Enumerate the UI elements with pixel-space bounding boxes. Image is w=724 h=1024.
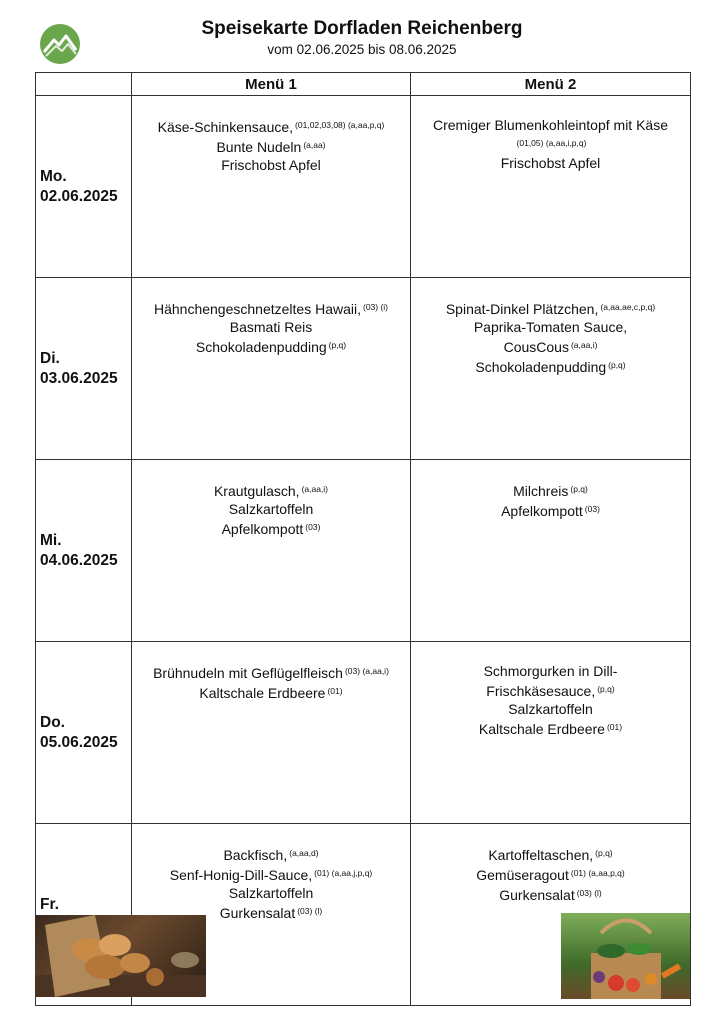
dish-line (411, 700, 690, 718)
allergen-codes: (03) (i) (362, 302, 389, 312)
table-row (36, 460, 691, 642)
dish-line (132, 336, 410, 356)
dish-line (132, 662, 410, 682)
menu2-cell (411, 642, 691, 824)
table-row (36, 642, 691, 824)
menu-table-body (36, 96, 691, 1006)
allergen-codes: (a,aa,i) (570, 340, 598, 350)
allergen-codes: (03) (l) (297, 906, 323, 916)
dish-name: Kaltschale Erdbeere (199, 685, 326, 701)
menu1-cell (132, 642, 411, 824)
dish-line (132, 318, 410, 336)
dish-name: Brühnudeln mit Geflügelfleisch (153, 665, 343, 681)
dish-line (411, 480, 690, 500)
allergen-codes: (03) (a,aa,i) (344, 666, 389, 676)
menu1-cell (132, 96, 411, 278)
allergen-codes: (01) (606, 722, 623, 732)
day-name: Di. (40, 349, 60, 367)
allergen-codes: (p,q) (570, 484, 588, 494)
dish-line (411, 134, 690, 154)
dish-line (411, 318, 690, 336)
dish-name: Paprika-Tomaten Sauce, (473, 319, 628, 335)
table-row (36, 96, 691, 278)
dish-name: Gurkensalat (219, 905, 296, 921)
dish-name: Hähnchengeschnetzeltes Hawaii, (153, 301, 361, 317)
dish-name: Apfelkompott (501, 503, 583, 519)
dish-name: Basmati Reis (229, 319, 313, 335)
day-name: Fr. (40, 895, 59, 913)
menu1-cell (132, 278, 411, 460)
dish-name: Gemüseragout (476, 867, 569, 883)
day-name: Mo. (40, 167, 67, 185)
dish-name: Frischobst Apfel (500, 155, 601, 171)
dish-line (411, 154, 690, 172)
dish-line (132, 518, 410, 538)
bread-basket-photo (35, 915, 206, 997)
dish-line (411, 718, 690, 738)
allergen-codes: (03) (l) (576, 888, 602, 898)
dish-line (132, 844, 410, 864)
dish-line (132, 156, 410, 174)
page-title: Speisekarte Dorfladen Reichenberg (201, 18, 523, 39)
menu2-cell (411, 278, 691, 460)
dish-line (411, 356, 690, 376)
dish-line (132, 480, 410, 500)
dish-name: Schmorgurken in Dill- (483, 663, 618, 679)
day-cell (36, 642, 132, 824)
dish-name: Kartoffeltaschen, (488, 847, 594, 863)
day-cell (36, 96, 132, 278)
dish-line (411, 864, 690, 884)
dish-name: Käse-Schinkensauce, (157, 119, 294, 135)
allergen-codes: (01) (327, 686, 343, 696)
allergen-codes: (a,aa,d) (289, 848, 319, 858)
dish-name: Krautgulasch, (213, 483, 300, 499)
menu-table (35, 72, 691, 1006)
column-header-menu1: Menü 1 (132, 73, 411, 96)
menu1-cell (132, 460, 411, 642)
allergen-codes: (01) (a,aa,p,q) (570, 868, 625, 878)
dish-name: Salzkartoffeln (228, 885, 314, 901)
day-cell (36, 460, 132, 642)
dish-name: Bunte Nudeln (216, 139, 302, 155)
dish-line (132, 682, 410, 702)
column-header-day (36, 73, 132, 96)
dish-line (411, 884, 690, 904)
dish-name: Cremiger Blumenkohleintopf mit Käse (433, 117, 668, 133)
allergen-codes: (a,aa,i) (301, 484, 329, 494)
dish-line (132, 116, 410, 136)
table-row (36, 278, 691, 460)
dish-line (411, 662, 690, 680)
dish-line (132, 298, 410, 318)
day-name: Do. (40, 713, 65, 731)
dish-line (132, 136, 410, 156)
dish-name: Frischkäsesauce, (486, 683, 596, 699)
day-date: 03.06.2025 (40, 369, 118, 387)
allergen-codes: (01,05) (a,aa,i,p,q) (516, 138, 587, 148)
dish-name: Gurkensalat (499, 887, 575, 903)
dish-name: Backfisch, (223, 847, 288, 863)
dish-name: Salzkartoffeln (508, 701, 593, 717)
dish-name: CousCous (503, 339, 569, 355)
allergen-codes: (01) (a,aa,j,p,q) (314, 868, 373, 878)
allergen-codes: (03) (305, 522, 321, 532)
allergen-codes: (p,q) (608, 360, 626, 370)
dish-name: Salzkartoffeln (228, 501, 314, 517)
day-date: 04.06.2025 (40, 551, 118, 569)
allergen-codes: (03) (584, 504, 600, 514)
dish-line (411, 500, 690, 520)
menu2-cell (411, 460, 691, 642)
date-range: vom 02.06.2025 bis 08.06.2025 (267, 42, 457, 57)
dish-line (411, 844, 690, 864)
day-date: 02.06.2025 (40, 187, 118, 205)
dish-name: Schokoladenpudding (475, 359, 607, 375)
allergen-codes: (p,q) (597, 684, 615, 694)
dish-line (411, 116, 690, 134)
dish-name: Frischobst Apfel (221, 157, 321, 173)
dish-name: Kaltschale Erdbeere (478, 721, 605, 737)
column-header-menu2: Menü 2 (411, 73, 691, 96)
day-name: Mi. (40, 531, 62, 549)
menu2-cell (411, 96, 691, 278)
dish-name: Spinat-Dinkel Plätzchen, (445, 301, 599, 317)
allergen-codes: (01,02,03,08) (a,aa,p,q) (295, 120, 385, 130)
allergen-codes: (a,aa,ae,c,p,q) (600, 302, 656, 312)
day-date: 05.06.2025 (40, 733, 118, 751)
dish-line (411, 336, 690, 356)
allergen-codes: (p,q) (595, 848, 613, 858)
dish-line (132, 884, 410, 902)
dish-name: Schokoladenpudding (195, 339, 327, 355)
vegetable-basket-photo (561, 913, 690, 999)
dish-name: Senf-Honig-Dill-Sauce, (169, 867, 313, 883)
table-header-row (36, 73, 691, 96)
dish-line (411, 298, 690, 318)
day-cell (36, 278, 132, 460)
allergen-codes: (a,aa) (303, 140, 326, 150)
dish-line (411, 680, 690, 700)
allergen-codes: (p,q) (328, 340, 347, 350)
dish-name: Milchreis (513, 483, 569, 499)
dish-line (132, 864, 410, 884)
dish-line (132, 500, 410, 518)
dish-name: Apfelkompott (221, 521, 304, 537)
